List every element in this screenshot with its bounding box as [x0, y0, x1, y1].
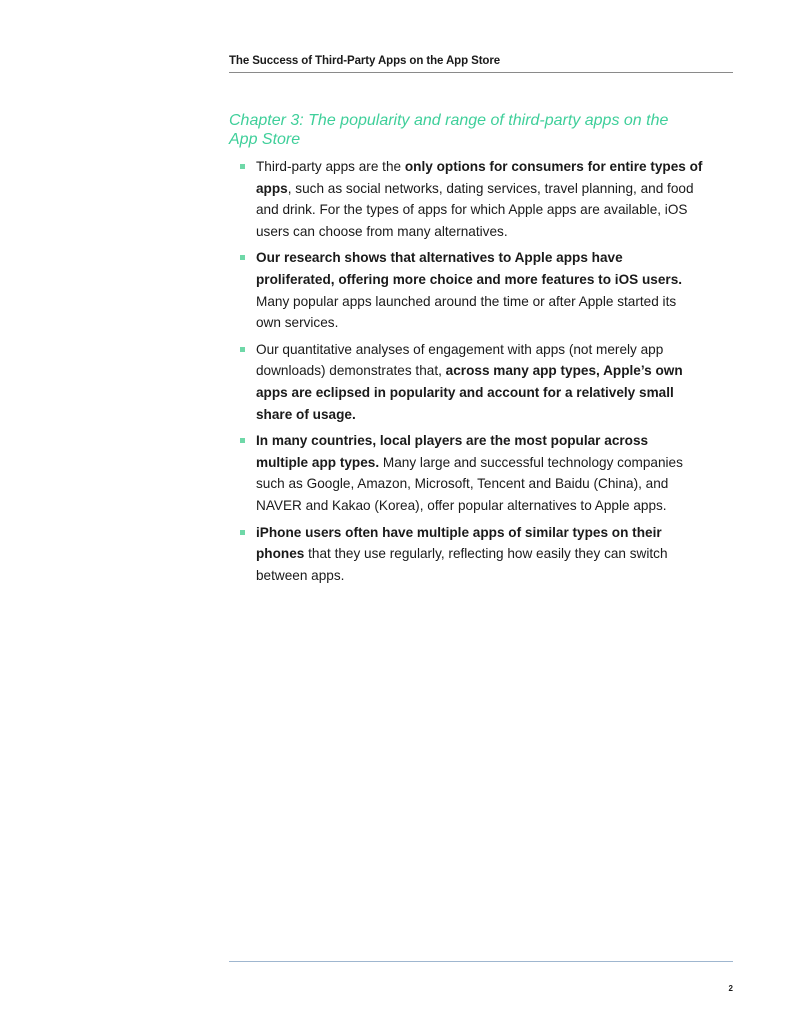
bullet-text-segment: Many popular apps launched around the time or after Apple started its own services. — [256, 293, 677, 331]
bullet-text-segment: , such as social networks, dating services, travel planning, and food and drink. For the types of apps for which Apple apps are available, iOS users can choose from many alternatives. — [256, 180, 694, 239]
bullet-text-segment: Third-party apps are the — [256, 159, 405, 174]
bullet-item — [229, 339, 703, 425]
running-header: The Success of Third-Party Apps on the App Store — [229, 55, 501, 67]
bullet-text — [256, 433, 683, 513]
chapter-title: Chapter 3: The popularity and range of third-party apps on the App Store — [229, 112, 669, 148]
bullet-item — [229, 430, 703, 516]
bullet-text — [256, 159, 702, 239]
footer-divider — [229, 961, 733, 962]
bullet-item — [229, 156, 703, 242]
bullet-item — [229, 247, 703, 333]
bullet-square-icon — [240, 255, 245, 260]
bullet-text-segment: that they use regularly, reflecting how easily they can switch between apps. — [256, 546, 668, 583]
bullet-list — [229, 156, 703, 591]
bullet-square-icon — [240, 164, 245, 169]
bullet-text — [256, 525, 668, 583]
bullet-text — [256, 342, 683, 422]
bullet-text-segment: Our quantitative analyses of engagement with apps (not merely app downloads) demonstrates that, — [256, 341, 664, 379]
bullet-square-icon — [240, 530, 245, 535]
page-number: 2 — [728, 984, 733, 993]
bullet-text-emphasis: In many countries, local players are the most popular across multiple app types. — [256, 433, 649, 470]
bullet-text — [256, 250, 682, 330]
header-divider — [229, 72, 733, 73]
bullet-square-icon — [240, 438, 245, 443]
bullet-item — [229, 522, 703, 587]
bullet-text-segment: Many large and successful technology companies such as Google, Amazon, Microsoft, Tencent and Baidu (China), and NAVER and Kakao (Korea), offer popular alternatives to Apple apps. — [256, 454, 683, 513]
bullet-text-emphasis: across many app types, Apple’s own apps are eclipsed in popularity and account for a relatively small share of usage. — [256, 363, 683, 422]
bullet-square-icon — [240, 347, 245, 352]
bullet-text-emphasis: Our research shows that alternatives to Apple apps have proliferated, offering more choice and more features to iOS users. — [256, 250, 683, 287]
bullet-text-emphasis: only options for consumers for entire types of apps — [256, 159, 703, 196]
bullet-text-emphasis: iPhone users often have multiple apps of similar types on their phones — [256, 524, 662, 562]
